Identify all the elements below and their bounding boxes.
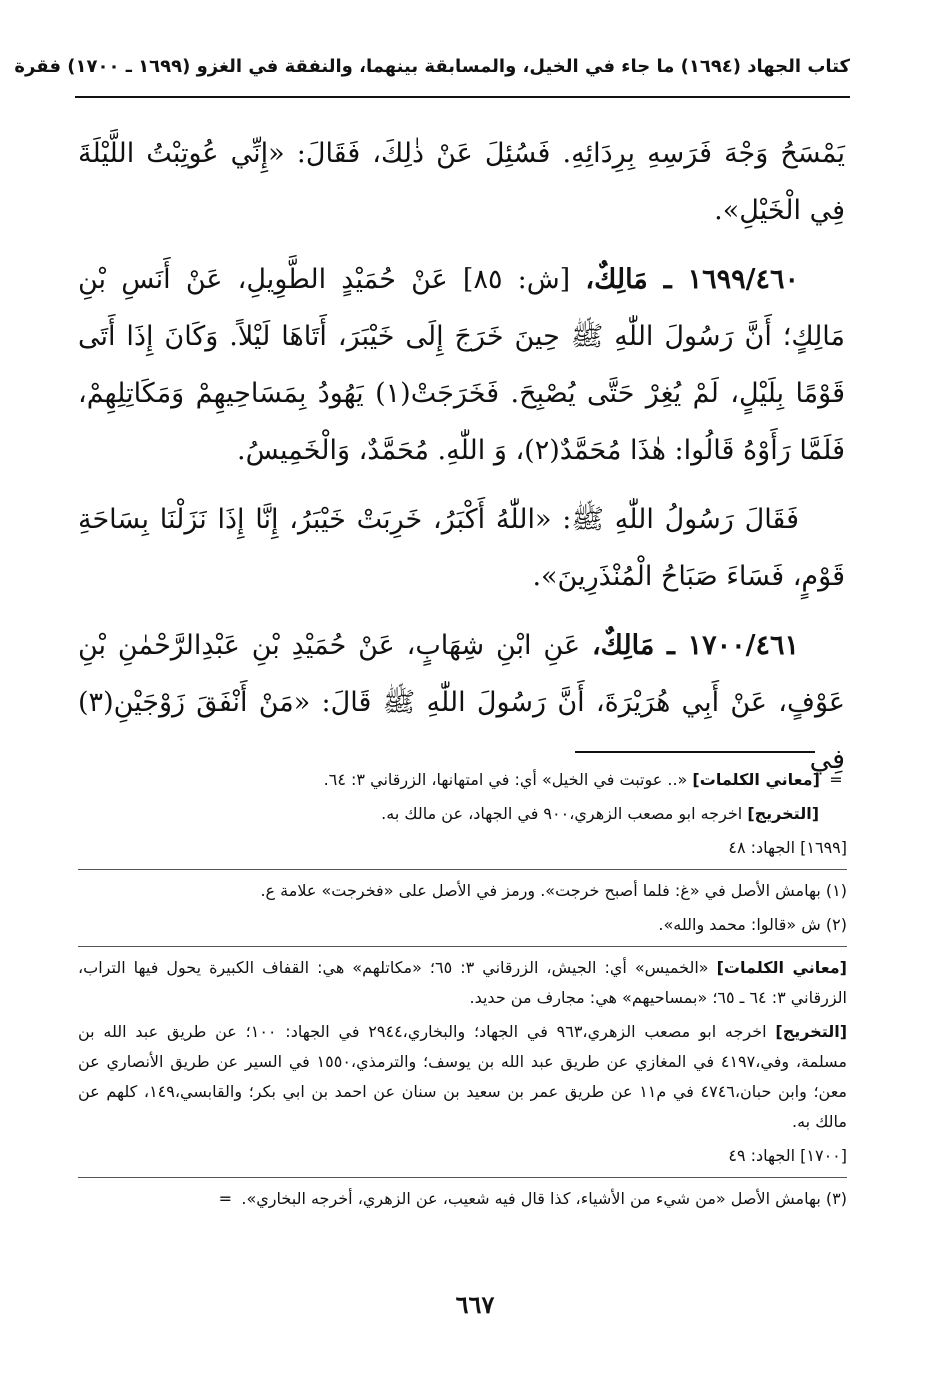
hadith-1700-text: عَنِ ابْنِ شِهَابٍ، عَنْ حُمَيْدِ بْنِ عَبْدِالرَّحْمٰنِ بْنِ عَوْفٍ، عَنْ أَبِي هُرَيْرَةَ، أَنَّ رَسُولَ اللّٰهِ ﷺ قَالَ: «مَنْ أَنْفَقَ زَوْجَيْنِ(٣) فِي — [78, 630, 845, 775]
continue-mark: = — [829, 770, 843, 789]
footnotes — [78, 765, 847, 1218]
footnote-takhrij-1 — [78, 799, 847, 829]
hadith-1700-number: ١٧٠٠/٤٦١ ـ مَالِكٌ، — [591, 630, 799, 661]
end-mark: = — [218, 1189, 233, 1208]
hadith-1699-number: ١٦٩٩/٤٦٠ ـ مَالِكٌ، — [585, 264, 799, 295]
footnote-meanings-1 — [78, 765, 847, 795]
footnote-divider — [78, 946, 847, 947]
hadith-1699 — [78, 251, 845, 479]
running-header — [14, 56, 850, 77]
footnote-divider — [78, 1177, 847, 1178]
page-number: ٦٦٧ — [455, 1290, 495, 1319]
footnote-text: (٣) بهامش الأصل «من شيء من الأشياء، كذا قال فيه شعيب، عن الزهري، أخرجه البخاري». — [241, 1189, 847, 1208]
footnote-label: [التخريج] — [775, 1022, 848, 1041]
paragraph-3: فَقَالَ رَسُولُ اللّٰهِ ﷺ: «اللّٰهُ أَكْبَرُ، خَرِبَتْ خَيْبَرُ، إِنَّا إِذَا نَزَلْنَا بِسَاحَةِ قَوْمٍ، فَسَاءَ صَبَاحُ الْمُنْذَرِينَ». — [78, 504, 845, 592]
footnote-note-2: (٢) ش «قالوا: محمد والله». — [658, 915, 847, 934]
hadith-1700 — [78, 617, 845, 788]
footnote-meanings-2 — [78, 953, 847, 1013]
footnote-ref-1700: [١٧٠٠] الجهاد: ٤٩ — [728, 1146, 847, 1165]
footnote-text: اخرجه ابو مصعب الزهري،٩٠٠ في الجهاد، عن مالك به. — [381, 804, 743, 823]
footnote-note-3 — [78, 1184, 847, 1214]
footnote-text: «الخميس» أي: الجيش، الزرقاني ٣: ٦٥؛ «مكاتلهم» هي: القفاف الكبيرة يحول فيها التراب، الزرقاني ٣: ٦٤ ـ ٦٥؛ «بمساحيهم» هي: مجارف من حديد. — [78, 958, 847, 1007]
footnote-takhrij-2 — [78, 1017, 847, 1137]
header-title: كتاب الجهاد (١٦٩٤) ما جاء في الخيل، والمسابقة بينهما، والنفقة في الغزو (١٦٩٩ ـ ١٧٠٠) فقرة — [14, 56, 850, 77]
footnote-note-1: (١) بهامش الأصل في «غ: فلما أصبح خرجت». ورمز في الأصل على «فخرجت» علامة ع. — [260, 881, 847, 900]
footnote-text: «.. عوتبت في الخيل» أي: في امتهانها، الزرقاني ٣: ٦٤. — [323, 770, 688, 789]
footnote-label: [معاني الكلمات] — [716, 958, 847, 977]
footnote-text: اخرجه ابو مصعب الزهري،٩٦٣ في الجهاد؛ والبخاري،٢٩٤٤ في الجهاد: ١٠٠؛ عن طريق عبد الله بن مسلمة، وفي،٤١٩٧ في المغازي عن طريق عبد الله بن يوسف؛ والترمذي،١٥٥٠ في السير عن طريق الأنصاري عن معن؛ وابن حبان،٤٧٤٦ في م١١ عن طريق عمر بن سعيد بن سنان عن احمد بن ابي بكر؛ والقابسي،١٤٩، كلهم عن مالك به. — [78, 1022, 848, 1131]
footnote-divider — [78, 869, 847, 870]
footnote-label: [معاني الكلمات] — [692, 770, 820, 789]
hadith-1699-text: [ش: ٨٥] عَنْ حُمَيْدٍ الطَّوِيلِ، عَنْ أَنَسِ بْنِ مَالِكٍ؛ أَنَّ رَسُولَ اللّٰهِ ﷺ حِينَ خَرَجَ إِلَى خَيْبَرَ، أَتَاهَا لَيْلاً. وَكَانَ إِذَا أَتَى قَوْمًا بِلَيْلٍ، لَمْ يُغِرْ حَتَّى يُصْبِحَ. فَخَرَجَتْ(١) يَهُودُ بِمَسَاحِيهِمْ وَمَكَاتِلِهِمْ، فَلَمَّا رَأَوْهُ قَالُوا: هٰذَا مُحَمَّدٌ(٢)، وَ اللّٰهِ. مُحَمَّدٌ، وَالْخَمِيسُ. — [78, 264, 846, 466]
paragraph-1: يَمْسَحُ وَجْهَ فَرَسِهِ بِرِدَائِهِ. فَسُئِلَ عَنْ ذٰلِكَ، فَقَالَ: «إِنِّي عُوتِبْتُ اللَّيْلَةَ فِي الْخَيْلِ». — [78, 138, 845, 226]
footnote-label: [التخريج] — [747, 804, 819, 823]
main-text — [78, 125, 845, 800]
footnote-rule — [575, 751, 815, 753]
header-rule — [75, 96, 850, 98]
footnote-ref-1699: [١٦٩٩] الجهاد: ٤٨ — [728, 838, 847, 857]
